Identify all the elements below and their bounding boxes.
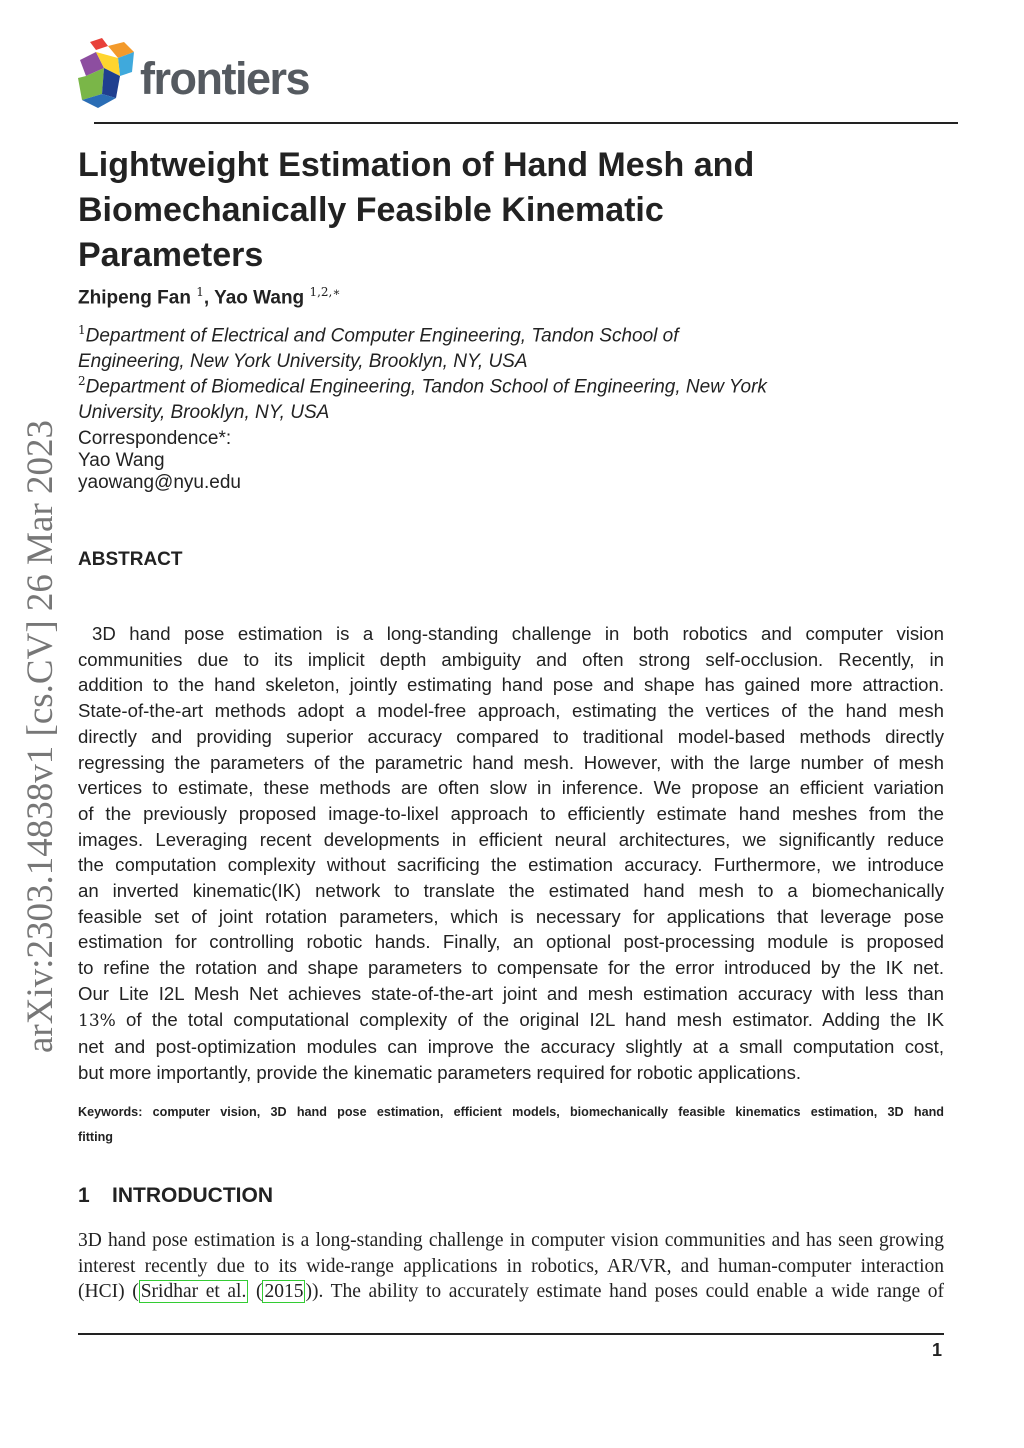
footer-divider bbox=[78, 1333, 944, 1335]
abstract-line: an inverted kinematic(IK) network to translate the estimated hand mesh to a biomechanically bbox=[78, 880, 944, 902]
abstract-line: State-of-the-art methods adopt a model-free approach, estimating the vertices of the hand mesh bbox=[78, 700, 944, 722]
abstract-line: of the previously proposed image-to-lixel approach to efficiently estimate hand meshes from the bbox=[78, 802, 944, 824]
affiliation-text: Department of Biomedical Engineering, Tandon School of Engineering, New York bbox=[85, 376, 767, 398]
abstract-line: regressing the parameters of the parametric hand mesh. However, with the large number of mesh bbox=[78, 751, 944, 773]
abstract-line: vertices to estimate, these methods are often slow in inference. We propose an efficient variation bbox=[78, 777, 944, 799]
affiliation-text: Department of Electrical and Computer Engineering, Tandon School of bbox=[85, 325, 679, 347]
affiliation-line: Engineering, New York University, Brooklyn, NY, USA bbox=[78, 350, 528, 372]
abstract-line: but more importantly, provide the kinematic parameters required for robotic applications. bbox=[78, 1061, 802, 1083]
title-line: Biomechanically Feasible Kinematic bbox=[78, 191, 664, 229]
author-affiliation-marker: 1 bbox=[196, 285, 204, 299]
author-affiliation-marker: 1,2,∗ bbox=[309, 285, 341, 299]
intro-text: (HCI) ( bbox=[78, 1281, 139, 1302]
introduction-body bbox=[78, 1228, 944, 1305]
abstract-line: the computation complexity without sacrificing the estimation accuracy. Furthermore, we introduce bbox=[78, 854, 944, 876]
abstract-line: Our Lite I2L Mesh Net achieves state-of-the-art joint and mesh estimation accuracy with less than bbox=[78, 982, 944, 1004]
intro-line: interest recently due to its wide-range applications in robotics, AR/VR, and human-computer interaction bbox=[78, 1255, 944, 1277]
abstract-line: estimation for controlling robotic hands. Finally, an optional post-processing module is proposed bbox=[78, 931, 944, 953]
title-line: Lightweight Estimation of Hand Mesh and bbox=[78, 146, 755, 184]
author-name: Zhipeng Fan bbox=[78, 287, 191, 309]
author-list bbox=[78, 285, 341, 309]
abstract-line: to refine the rotation and shape parameters to compensate for the error introduced by the IK net. bbox=[78, 957, 944, 979]
author-name: Yao Wang bbox=[214, 287, 305, 309]
section-number: 1 bbox=[78, 1184, 90, 1207]
keywords-line: fitting bbox=[78, 1130, 113, 1144]
abstract-line: 3D hand pose estimation is a long-standing challenge in both robotics and computer vision bbox=[92, 623, 944, 644]
abstract-line: feasible set of joint rotation parameters, which is necessary for applications that leverage pose bbox=[78, 905, 944, 927]
correspondence-block bbox=[78, 428, 241, 494]
section-title: INTRODUCTION bbox=[112, 1184, 273, 1207]
affiliation-2 bbox=[78, 369, 878, 425]
page-number: 1 bbox=[931, 1340, 942, 1360]
affiliation-marker: 2 bbox=[78, 374, 86, 388]
affiliation-1 bbox=[78, 318, 878, 374]
keywords-line: Keywords: computer vision, 3D hand pose estimation, efficient models, biomechanically feasible kinematics estimation, 3D hand bbox=[78, 1105, 944, 1119]
abstract-line: addition to the hand skeleton, jointly estimating hand pose and shape has gained more attraction. bbox=[78, 674, 944, 696]
affiliation-line bbox=[78, 369, 878, 400]
frontiers-cube-icon bbox=[76, 38, 138, 110]
abstract-heading: ABSTRACT bbox=[78, 549, 183, 570]
correspondence-name: Yao Wang bbox=[78, 450, 165, 471]
citation-link-author[interactable]: Sridhar et al. bbox=[140, 1281, 247, 1302]
abstract-line: images. Leveraging recent developments in efficient neural architectures, we significantly reduce bbox=[78, 828, 944, 850]
logo-wordmark: frontiers bbox=[140, 53, 310, 104]
abstract-percentage: 13% bbox=[78, 1010, 116, 1031]
intro-text: ( bbox=[248, 1281, 263, 1302]
frontiers-logo bbox=[76, 38, 336, 110]
paper-title bbox=[78, 143, 838, 278]
abstract-line bbox=[78, 1007, 944, 1035]
header-divider bbox=[94, 122, 958, 124]
correspondence-email[interactable]: yaowang@nyu.edu bbox=[78, 472, 241, 493]
author-separator: , bbox=[203, 287, 215, 309]
abstract-line: directly and providing superior accuracy compared to traditional model-based methods directly bbox=[78, 725, 944, 747]
citation-link-year[interactable]: 2015 bbox=[264, 1281, 304, 1302]
arxiv-identifier: arXiv:2303.14838v1 [cs.CV] 26 Mar 2023 bbox=[20, 419, 61, 1053]
abstract-line: net and post-optimization modules can improve the accuracy slightly at a small computation cost, bbox=[78, 1036, 944, 1058]
affiliation-marker: 1 bbox=[78, 323, 86, 337]
correspondence-label: Correspondence*: bbox=[78, 428, 232, 449]
keywords bbox=[78, 1100, 944, 1150]
title-line: Parameters bbox=[78, 236, 264, 274]
intro-line: 3D hand pose estimation is a long-standing challenge in computer vision communities and has seen growing bbox=[78, 1230, 944, 1251]
intro-line bbox=[78, 1279, 944, 1305]
affiliation-line bbox=[78, 318, 878, 349]
abstract-line: communities due to its implicit depth ambiguity and often strong self-occlusion. Recently, in bbox=[78, 648, 944, 670]
logo-facet bbox=[90, 38, 108, 50]
section-heading-introduction bbox=[78, 1184, 273, 1208]
affiliation-line: University, Brooklyn, NY, USA bbox=[78, 401, 330, 423]
intro-text: )). The ability to accurately estimate hand poses could enable a wide range of bbox=[305, 1281, 944, 1302]
abstract-body bbox=[78, 621, 944, 1086]
abstract-line-text: of the total computational complexity of the original I2L hand mesh estimator. Adding the IK bbox=[115, 1008, 944, 1030]
